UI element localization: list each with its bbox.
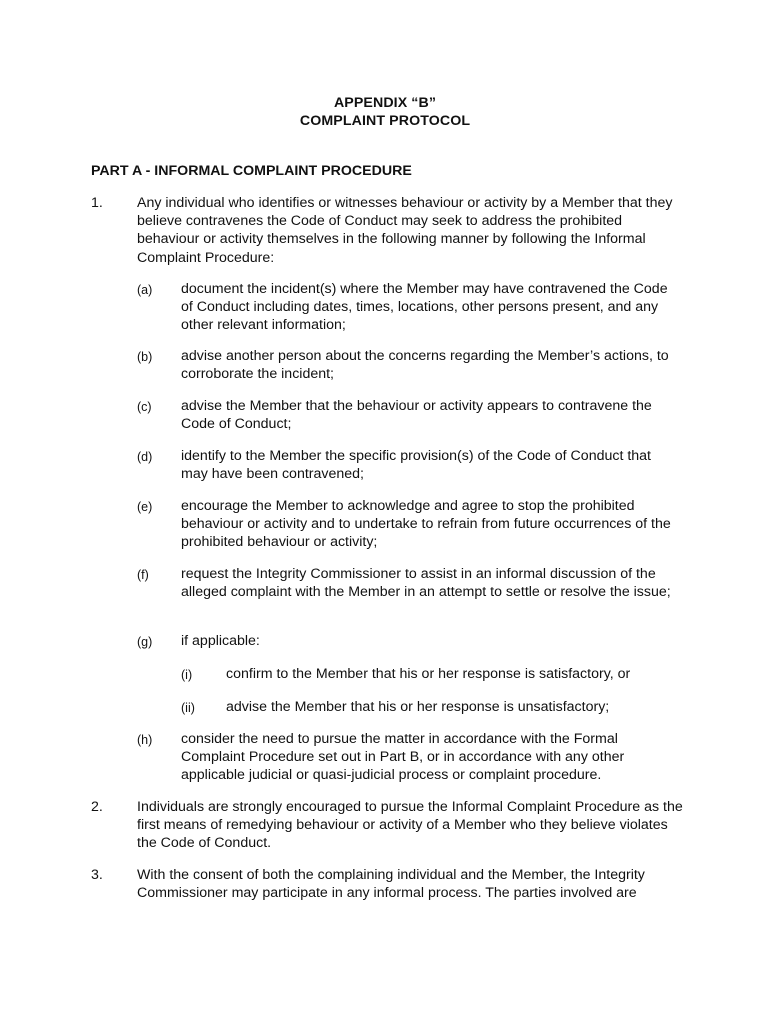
subitem-i-text: confirm to the Member that his or her response is satisfactory, or <box>226 666 631 682</box>
item-b-label: (b) <box>137 350 153 364</box>
subitem-ii-text: advise the Member that his or her response is unsatisfactory; <box>226 699 610 715</box>
subitem-ii-label: (ii) <box>181 701 195 715</box>
paragraph-1-text: Any individual who identifies or witnesses behaviour or activity by a Member that they believe contravenes the Code of Conduct may seek to address the prohibited behaviour or activity themselves in the following manner by following the Informal Complaint Procedure: <box>137 195 673 266</box>
item-d-text: identify to the Member the specific provision(s) of the Code of Conduct that may have been contravened; <box>181 448 652 483</box>
paragraph-2-number: 2. <box>91 799 103 815</box>
part-a-heading: PART A - INFORMAL COMPLAINT PROCEDURE <box>91 163 412 179</box>
paragraph-2-text: Individuals are strongly encouraged to pursue the Informal Complaint Procedure as the first means of remedying behaviour or activity of a Member who they believe violates the Code of Conduct. <box>137 799 683 852</box>
paragraph-1-number: 1. <box>91 195 103 211</box>
item-e-text: encourage the Member to acknowledge and agree to stop the prohibited behaviour or activity and to undertake to refrain from future occurrences of the prohibited behaviour or activity; <box>181 498 671 551</box>
item-g-text: if applicable: <box>181 633 260 649</box>
item-g-label: (g) <box>137 635 153 649</box>
item-e-label: (e) <box>137 500 153 514</box>
item-a-label: (a) <box>137 283 153 297</box>
appendix-title: APPENDIX “B” <box>333 95 437 111</box>
item-f-text: request the Integrity Commissioner to assist in an informal discussion of the alleged complaint with the Member in an attempt to settle or resolve the issue; <box>181 566 671 601</box>
item-h-text: consider the need to pursue the matter in accordance with the Formal Complaint Procedure set out in Part B, or in accordance with any other applicable judicial or quasi-judicial process or complaint procedure. <box>181 731 625 784</box>
item-b-text: advise another person about the concerns regarding the Member’s actions, to corroborate the incident; <box>181 348 669 383</box>
item-c-label: (c) <box>137 400 152 414</box>
item-a-text: document the incident(s) where the Member may have contravened the Code of Conduct including dates, times, locations, other persons present, and any other relevant information; <box>181 281 668 334</box>
item-f-label: (f) <box>137 568 149 582</box>
item-c-text: advise the Member that the behaviour or activity appears to contravene the Code of Conduct; <box>181 398 652 433</box>
subitem-i-label: (i) <box>181 668 193 682</box>
item-d-label: (d) <box>137 450 153 464</box>
paragraph-3-text: With the consent of both the complaining individual and the Member, the Integrity Commissioner may participate in any informal process. The parties involved are <box>137 867 645 902</box>
document-title: COMPLAINT PROTOCOL <box>299 113 471 129</box>
item-h-label: (h) <box>137 733 153 747</box>
paragraph-3-number: 3. <box>91 867 103 883</box>
